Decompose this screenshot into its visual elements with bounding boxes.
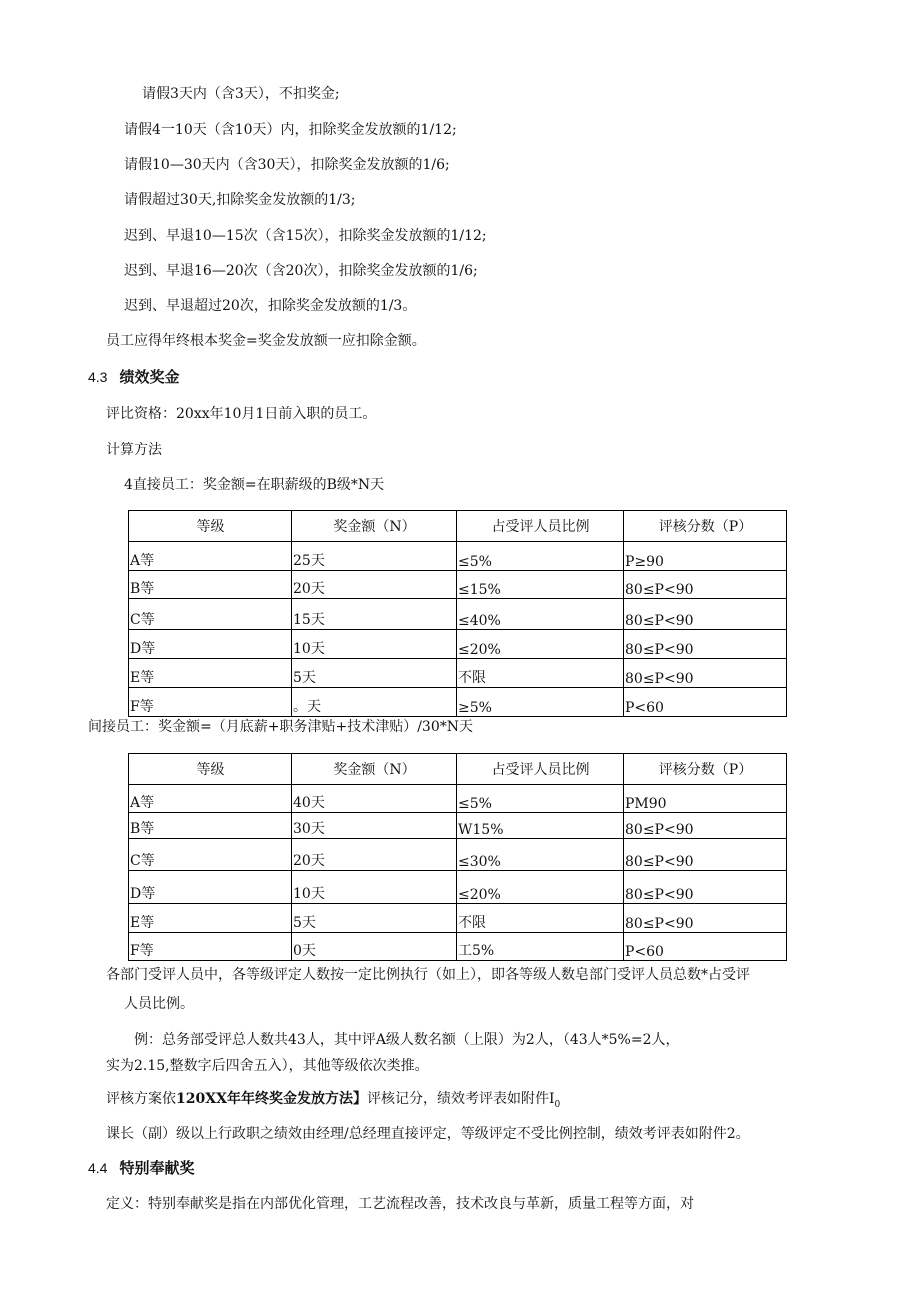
cell-score: 80≤P<90 bbox=[624, 630, 787, 659]
ratio-note-line-1: 各部门受评人员中，各等级评定人数按一定比例执行（如上），即各等级人数皂部门受评人员总数*占受评 bbox=[106, 967, 750, 983]
cell-amount: 20天 bbox=[292, 571, 457, 599]
cell-score: 80≤P<90 bbox=[624, 813, 787, 839]
cell-grade: E等 bbox=[129, 659, 292, 688]
leave-rule-2: 请假4一10天（含10天）内，扣除奖金发放额的1/12; bbox=[124, 122, 457, 138]
cell-amount: 25天 bbox=[292, 542, 457, 571]
cell-ratio: 不限 bbox=[457, 659, 624, 688]
cell-amount: 0天 bbox=[292, 933, 457, 961]
cell-score: 80≤P<90 bbox=[624, 871, 787, 904]
ratio-note-line-2: 人员比例。 bbox=[124, 996, 194, 1012]
cell-grade: A等 bbox=[129, 542, 292, 571]
table-row bbox=[129, 542, 787, 571]
assessment-subscript: 0 bbox=[554, 1099, 561, 1110]
table-row bbox=[129, 871, 787, 904]
cell-amount: 40天 bbox=[292, 785, 457, 813]
table-row bbox=[129, 659, 787, 688]
section-number: 4.4 bbox=[88, 1160, 108, 1176]
section-title: 特别奉献奖 bbox=[119, 1159, 195, 1177]
base-bonus-formula: 员工应得年终根本奖金=奖金发放额一应扣除金额。 bbox=[106, 333, 426, 349]
cell-grade: B等 bbox=[129, 813, 292, 839]
cell-grade: A等 bbox=[129, 785, 292, 813]
table-row bbox=[129, 933, 787, 961]
header-amount: 奖金额（N） bbox=[292, 754, 457, 785]
cell-ratio: ≤15% bbox=[457, 571, 624, 599]
cell-amount: 30天 bbox=[292, 813, 457, 839]
method-label: 计算方法 bbox=[106, 442, 162, 458]
table-row bbox=[129, 571, 787, 599]
section-4-4-heading bbox=[88, 1158, 194, 1179]
cell-score: 80≤P<90 bbox=[624, 599, 787, 630]
table-row bbox=[129, 599, 787, 630]
indirect-formula: 间接员工：奖金额=（月底薪+职务津贴+技术津贴）/30*N天 bbox=[88, 719, 473, 735]
indirect-bonus-table bbox=[128, 753, 787, 961]
header-amount: 奖金额（N） bbox=[292, 511, 457, 542]
cell-amount: 5天 bbox=[292, 659, 457, 688]
cell-ratio: ≤5% bbox=[457, 542, 624, 571]
assessment-suffix: 评核记分，绩效考评表如附件I bbox=[366, 1091, 555, 1107]
leave-rule-4: 请假超过30天,扣除奖金发放额的1/3; bbox=[124, 192, 356, 208]
definition-text: 定义：特别奉献奖是指在内部优化管理，工艺流程改善，技术改良与革新，质量工程等方面，对 bbox=[106, 1196, 694, 1212]
cell-ratio: 不限 bbox=[457, 904, 624, 933]
cell-score: P<60 bbox=[624, 688, 787, 717]
cell-score: PM90 bbox=[624, 785, 787, 813]
cell-score: 80≤P<90 bbox=[624, 571, 787, 599]
cell-grade: E等 bbox=[129, 904, 292, 933]
cell-amount: 15天 bbox=[292, 599, 457, 630]
table-row bbox=[129, 839, 787, 871]
cell-amount: 20天 bbox=[292, 839, 457, 871]
table-row bbox=[129, 904, 787, 933]
manager-note: 课长（副）级以上行政职之绩效由经理/总经理直接评定，等级评定不受比例控制，绩效考评表如附件2。 bbox=[106, 1126, 750, 1142]
cell-ratio: ≤30% bbox=[457, 839, 624, 871]
cell-grade: B等 bbox=[129, 571, 292, 599]
eligibility-text: 评比资格：20xx年10月1日前入职的员工。 bbox=[106, 406, 377, 422]
cell-ratio: 工5% bbox=[457, 933, 624, 961]
header-score: 评核分数（P） bbox=[624, 511, 787, 542]
cell-grade: D等 bbox=[129, 630, 292, 659]
cell-ratio: ≤5% bbox=[457, 785, 624, 813]
header-ratio: 占受评人员比例 bbox=[457, 511, 624, 542]
direct-bonus-table bbox=[128, 510, 787, 717]
cell-score: 80≤P<90 bbox=[624, 904, 787, 933]
table-row bbox=[129, 813, 787, 839]
assessment-method bbox=[106, 1089, 560, 1115]
section-number: 4.3 bbox=[88, 369, 108, 385]
table-row bbox=[129, 785, 787, 813]
assessment-prefix: 评核方案依 bbox=[106, 1091, 176, 1107]
cell-ratio: W15% bbox=[457, 813, 624, 839]
cell-grade: F等 bbox=[129, 933, 292, 961]
header-score: 评核分数（P） bbox=[624, 754, 787, 785]
cell-score: 80≤P<90 bbox=[624, 659, 787, 688]
cell-amount: 10天 bbox=[292, 630, 457, 659]
cell-ratio: ≤20% bbox=[457, 871, 624, 904]
table-row bbox=[129, 688, 787, 717]
leave-rule-1: 请假3天内（含3天），不扣奖金; bbox=[142, 86, 340, 102]
late-rule-1: 迟到、早退10—15次（含15次），扣除奖金发放额的1/12; bbox=[124, 228, 487, 244]
cell-grade: F等 bbox=[129, 688, 292, 717]
cell-amount: 10天 bbox=[292, 871, 457, 904]
header-ratio: 占受评人员比例 bbox=[457, 754, 624, 785]
cell-ratio: ≥5% bbox=[457, 688, 624, 717]
cell-score: P≥90 bbox=[624, 542, 787, 571]
header-grade: 等级 bbox=[129, 511, 292, 542]
table-header-row bbox=[129, 511, 787, 542]
cell-score: 80≤P<90 bbox=[624, 839, 787, 871]
late-rule-2: 迟到、早退16—20次（含20次），扣除奖金发放额的1/6; bbox=[124, 263, 478, 279]
cell-amount: 5天 bbox=[292, 904, 457, 933]
cell-score: P<60 bbox=[624, 933, 787, 961]
table-header-row bbox=[129, 754, 787, 785]
cell-grade: D等 bbox=[129, 871, 292, 904]
late-rule-3: 迟到、早退超过20次，扣除奖金发放额的1/3。 bbox=[124, 298, 417, 314]
table-row bbox=[129, 630, 787, 659]
assessment-title: 120XX年年终奖金发放方法】 bbox=[176, 1091, 367, 1107]
section-title: 绩效奖金 bbox=[119, 368, 180, 386]
example-line-2: 实为2.15,整数字后四舍五入），其他等级依次类推。 bbox=[106, 1058, 429, 1074]
example-line-1: 例：总务部受评总人数共43人，其中评A级人数名额（上限）为2人，（43人*5%=2人， bbox=[134, 1032, 680, 1048]
cell-amount: 。天 bbox=[292, 688, 457, 717]
leave-rule-3: 请假10—30天内（含30天），扣除奖金发放额的1/6; bbox=[124, 157, 450, 173]
header-grade: 等级 bbox=[129, 754, 292, 785]
cell-grade: C等 bbox=[129, 839, 292, 871]
cell-grade: C等 bbox=[129, 599, 292, 630]
cell-ratio: ≤40% bbox=[457, 599, 624, 630]
cell-ratio: ≤20% bbox=[457, 630, 624, 659]
direct-formula: 4直接员工：奖金额=在职薪级的B级*N天 bbox=[124, 477, 385, 493]
section-4-3-heading bbox=[88, 367, 179, 388]
